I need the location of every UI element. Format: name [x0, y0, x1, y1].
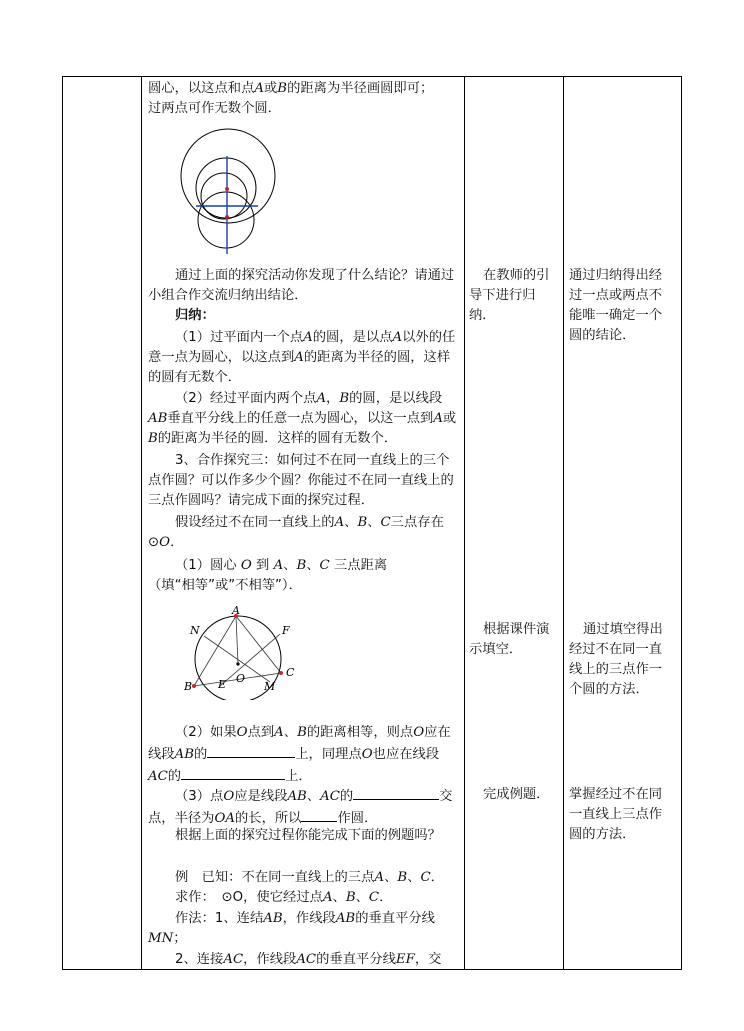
blank: [301, 807, 337, 822]
hypothesis: 假设经过不在同一直线上的A、B、C三点存在 ⊙O．: [148, 515, 444, 550]
label-B: B: [184, 680, 193, 693]
method-step-1: 作法：1、连结AB，作线段AB的垂直平分线 MN；: [148, 911, 435, 946]
label-O: O: [236, 672, 246, 685]
paragraph: 通过上面的探究活动你发现了什么结论？请通过小组合作交流归纳出结论．: [148, 268, 455, 303]
explore-3: 3、合作探究三：如何过不在同一直线上的三个点作圆？可以作多少个圆？你能过不在同一直线上的三点作圆吗？请完成下面的探究过程．: [148, 453, 454, 508]
label-F: F: [282, 624, 290, 637]
label-A: A: [232, 604, 240, 617]
column-divider: [563, 77, 564, 969]
summary-item-2: （2）经过平面内两个点A，B的圆，是以线段AB垂直平分线上的任意一点为圆心，以这一点到A或B的距离为半径的圆．这样的圆有无数个．: [148, 391, 457, 446]
blank: [353, 785, 439, 800]
paragraph: 根据上面的探究过程你能完成下面的例题吗？: [175, 828, 441, 843]
example-find: 求作： ⊙O，使它经过点A、B、C．: [175, 890, 393, 905]
blank: [181, 765, 285, 780]
label-N: N: [190, 624, 200, 637]
figure-circle-three-points: [180, 604, 310, 700]
question-2: （2）如果O点到A、B的距离相等，则点O应在 线段AB的 上，同理点O也应在线段AC的 上．: [148, 725, 451, 784]
design-intent-1: 通过归纳得出经过一点或两点不能唯一确定一个圆的结论．: [569, 268, 663, 343]
student-activity-1: 在教师的引导下进行归纳．: [469, 268, 550, 323]
design-intent-3: 掌握经过不在同一直线上三点作圆的方法．: [569, 787, 663, 842]
example: 例 已知：不在同一直线上的三点A、B、C．: [175, 870, 444, 885]
student-activity-3: 完成例题．: [483, 787, 550, 802]
summary-title: 归纳：: [175, 308, 215, 323]
blank: [207, 743, 295, 758]
student-activity-2: 根据课件演示填空．: [469, 622, 550, 657]
question-3: （3）点O应是线段AB、AC的 交点，半径为OA的长，所以 作圆．: [148, 785, 460, 829]
label-C: C: [286, 666, 295, 679]
column-divider: [464, 77, 465, 969]
method-step-2: 2、连接AC，作线段AC的垂直平分线EF，交: [175, 952, 442, 967]
column-divider: [141, 77, 142, 969]
design-intent-2: 通过填空得出经过不在同一直线上的三点作一个圆的方法．: [569, 622, 663, 697]
figure-circles-two-points: [176, 126, 284, 256]
label-E: E: [218, 678, 227, 691]
question-1: （1）圆心 O 到 A、B、C 三点距离 （填“相等”或”不相等”）．: [148, 558, 388, 593]
text-line: 圆心，以这点和点A或B的距离为半径画圆即可；: [148, 81, 434, 96]
summary-item-1: （1）过平面内一个点A的圆，是以点A以外的任意一点为圆心，以这点到A的距离为半径的圆，这样的圆有无数个．: [148, 330, 456, 385]
label-M: M: [264, 680, 276, 693]
text-line: 过两点可作无数个圆．: [148, 101, 281, 116]
